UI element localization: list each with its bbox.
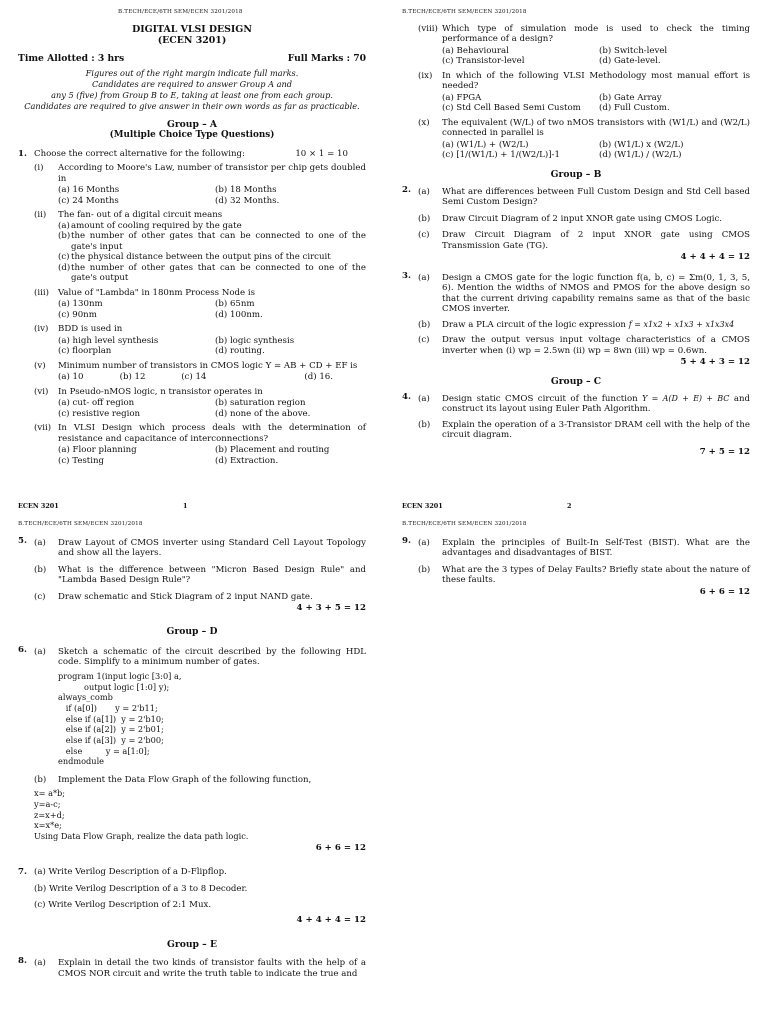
part-text: What are the 3 types of Delay Faults? Briefly state about the nature of these faults. [442, 564, 750, 586]
mcq-option: (c) floorplan [58, 346, 112, 357]
part-text: Design a CMOS gate for the logic function f(a, b, c) = Σm(0, 1, 3, 5, 6). Mention the widths of NMOS and PMOS for the above design so that the current driving capability remains same as that of the basic CMOS inverter. [442, 272, 750, 315]
question-1 [18, 149, 366, 159]
group-c-heading: Group – C [550, 375, 602, 387]
mcq-option [58, 231, 366, 252]
option-label: (a) [58, 220, 70, 231]
mcq-option: (a) Behavioural [442, 45, 509, 56]
code-line: output logic [1:0] y); [58, 681, 170, 692]
mcq-option: (c) 90nm [58, 309, 97, 320]
mcq-item [34, 387, 366, 419]
part-text: Draw Circuit Diagram of 2 input XNOR gate using CMOS Transmission Gate (TG). [442, 230, 750, 251]
instruction-3: Candidates are required to give answer in their own words as far as practicable. [24, 100, 360, 111]
mcq-question: In Pseudo-nMOS logic, n transistor operates in [58, 386, 263, 397]
mcq-option [58, 252, 366, 262]
mcq-option: (a) Floor planning [58, 445, 137, 456]
group-e-heading: Group – E [167, 939, 217, 950]
mcq-option: (a) 10 [58, 372, 84, 383]
footer-code: ECEN 3201 [18, 502, 59, 511]
mcq-option: (a) 130nm [58, 299, 103, 310]
mcq-number: (viii) [418, 23, 438, 34]
option-label: (b) [58, 231, 71, 242]
page-4 [384, 512, 768, 1024]
mcq-question: In VLSI Design which process deals with the determination of resistance and capacitance of interconnections? [58, 423, 366, 444]
paper-code: B.TECH/ECE/6TH SEM/ECEN 3201/2018 [402, 9, 527, 15]
mcq-option: (a) (W1/L) + (W2/L) [442, 139, 529, 150]
page-footer [402, 503, 750, 511]
mcq-option: (a) high level synthesis [58, 335, 159, 346]
question-parts [418, 271, 750, 356]
mcq-number: (ii) [34, 210, 47, 221]
mcq-body [442, 118, 750, 161]
mcq-option: (b) saturation region [215, 398, 306, 409]
mcq-question: The fan- out of a digital circuit means [58, 210, 223, 221]
mcq-question: According to Moore's Law, number of transistor per chip gets doubled in [58, 163, 366, 184]
option-label: (c) [58, 252, 70, 263]
group-d-heading: Group – D [166, 625, 218, 637]
question-number: 7. [18, 867, 27, 878]
mcq-body [58, 210, 366, 283]
question-part [418, 335, 750, 356]
question-marks: 4 + 4 + 4 = 12 [680, 252, 750, 263]
part-text: What are differences between Full Custom Design and Std Cell based Semi Custom Design? [442, 186, 750, 208]
mcq-option: (d) Full Custom. [599, 103, 670, 114]
footer-code: ECEN 3201 [402, 502, 443, 511]
part-label: (b) [418, 564, 431, 575]
mcq-item [418, 118, 750, 161]
mcq-item [34, 210, 366, 283]
mcq-options [58, 372, 366, 382]
instruction-2b: any 5 (five) from Group B to E, taking at least one from each group. [51, 89, 333, 100]
question-parts [34, 867, 366, 910]
paper-code: B.TECH/ECE/6TH SEM/ECEN 3201/2018 [402, 521, 527, 527]
mcq-option: (c) Transistor-level [442, 56, 525, 67]
question-parts [418, 185, 750, 251]
instruction-2a: Candidates are required to answer Group A and [91, 78, 293, 89]
question-6 [18, 645, 366, 842]
question-part: (b) Implement the Data Flow Graph of the following function, x= a*b; y=a-c; z=x+d; x=x*e; Using Data Flow Graph, realize the data path logic. [34, 775, 366, 842]
function-line: y=a-c; [34, 798, 61, 809]
question-number: 4. [402, 391, 411, 402]
mcq-item [418, 24, 750, 67]
part-label: (c) [418, 230, 430, 241]
mcq-body [442, 24, 750, 67]
mcq-body [58, 324, 366, 356]
mcq-item [34, 423, 366, 466]
code-line: else if (a[1]) y = 2'b10; [58, 713, 164, 724]
code-line: program 1(input logic [3:0] a, [58, 670, 182, 681]
part-label: (a) [418, 186, 430, 197]
paper-title: DIGITAL VLSI DESIGN [132, 23, 252, 35]
mcq-option: (a) cut- off region [58, 398, 135, 409]
mcq-body [58, 387, 366, 419]
question-part: (b) Write Verilog Description of a 3 to 8 Decoder. [34, 883, 248, 894]
mcq-option: (c) 24 Months [58, 195, 119, 206]
paper-code: B.TECH/ECE/6TH SEM/ECEN 3201/2018 [118, 9, 243, 15]
mcq-option: (d) Gate-level. [599, 56, 661, 67]
mcq-option: (d) 16. [304, 372, 333, 383]
logic-expression: f = x1x2 + x1x3 + x1x3x4 [628, 319, 735, 329]
page-3 [0, 512, 384, 1024]
question-parts [34, 536, 366, 602]
full-marks: Full Marks : 70 [287, 52, 366, 64]
mcq-option: (c) [1/(W1/L) + 1/(W2/L)]-1 [442, 150, 560, 161]
part-label: (c) [418, 335, 430, 346]
part-text: Explain in detail the two kinds of transistor faults with the help of a CMOS NOR circuit and write the truth table to indicate the true and [58, 958, 366, 979]
group-a-heading: Group – A [166, 118, 218, 130]
question-5 [18, 536, 366, 602]
part-text: Implement the Data Flow Graph of the following function, [58, 774, 312, 785]
part-text: Sketch a schematic of the circuit described by the following HDL code. Simplify to a minimum number of gates. [58, 646, 366, 668]
question-marks: 7 + 5 = 12 [699, 446, 750, 457]
mcq-item [34, 324, 366, 356]
part-text: Design static CMOS circuit of the function [442, 393, 638, 404]
mcq-body [58, 361, 366, 383]
question-part [34, 592, 366, 602]
part-text: Explain the operation of a 3-Transistor DRAM cell with the help of the circuit diagram. [442, 419, 750, 441]
mcq-option [243, 372, 305, 382]
mcq-option [58, 221, 366, 231]
mcq-option: (d) 32 Months. [215, 195, 280, 206]
mcq-question: Value of "Lambda" in 180nm Process Node is [58, 287, 255, 298]
part-label: (a) [418, 393, 430, 404]
mcq-options [58, 221, 366, 284]
part-text: Draw Layout of CMOS inverter using Standard Cell Layout Topology and show all the layers. [58, 537, 366, 559]
question-marks: 4 + 3 + 5 = 12 [296, 603, 366, 614]
function-lines [34, 788, 366, 841]
mcq-options [58, 299, 366, 320]
mcq-options [58, 445, 366, 466]
option-text: amount of cooling required by the gate [71, 220, 242, 231]
mcq-number: (ix) [418, 70, 433, 81]
function-expression: Y = A(D + E) + BC [642, 393, 730, 403]
question-number: 2. [402, 184, 411, 195]
mcq-question: The equivalent (W/L) of two nMOS transistors with (W1/L) and (W2/L) connected in parallel is [442, 117, 750, 139]
mcq-option: (b) Placement and routing [215, 445, 330, 456]
question-3 [402, 271, 750, 356]
part-text: What is the difference between "Micron Based Design Rule" and "Lambda Based Design Rule"? [58, 564, 366, 586]
hdl-code [58, 671, 366, 767]
paper-code: B.TECH/ECE/6TH SEM/ECEN 3201/2018 [18, 521, 143, 527]
mcq-options [58, 185, 366, 206]
function-line: x=x*e; [34, 820, 62, 831]
mcq-body [58, 423, 366, 466]
option-text: the number of other gates that can be connected to one of the gate's output [71, 262, 366, 284]
mcq-option: (c) Testing [58, 455, 105, 466]
page-number: 1 [183, 502, 188, 511]
page-footer [18, 503, 366, 511]
part-text: Draw Circuit Diagram of 2 input XNOR gate using CMOS Logic. [442, 213, 723, 224]
mcq-body [58, 163, 366, 206]
mcq-number: (i) [34, 163, 44, 174]
question-marks: 6 + 6 = 12 [315, 842, 366, 853]
mcq-option: (b) 12 [119, 372, 146, 383]
question-part: (a) Sketch a schematic of the circuit described by the following HDL code. Simplify to a minimum number of gates. program 1(input logic [3:0] a, output logic [1:0] y); always_comb if (a[0]) y = 2'b11; else if (a[1]) y = 2'b10; else if (a[2]) y = 2'b01; else if (a[3]) y = 2'b00; else y = a[1:0]; endmodule [34, 646, 366, 767]
mcq-item [34, 163, 366, 206]
group-b-heading: Group – B [550, 168, 602, 180]
question-part [418, 565, 750, 586]
time-marks-row [18, 53, 366, 64]
code-line: else y = a[1:0]; [58, 745, 150, 756]
mcq-option: (a) 16 Months [58, 185, 120, 196]
part-text: Draw the output versus input voltage characteristics of a CMOS inverter when (i) wp = 2.5wn (ii) wp = 8wn (iii) wp = 0.6wn. [442, 335, 750, 356]
question-marks: 6 + 6 = 12 [699, 586, 750, 597]
question-part [418, 187, 750, 208]
mcq-option: (b) 18 Months [215, 185, 277, 196]
mcq-option: (b) logic synthesis [215, 335, 295, 346]
question-marks: 4 + 4 + 4 = 12 [296, 914, 366, 925]
page-2 [384, 0, 768, 512]
mcq-number: (iv) [34, 324, 49, 335]
mcq-option: (b) Switch-level [599, 45, 668, 56]
mcq-list [18, 163, 366, 466]
question-number: 3. [402, 270, 411, 281]
question-number: 9. [402, 535, 411, 546]
mcq-options [58, 398, 366, 419]
paper-subject-code: (ECEN 3201) [157, 35, 227, 47]
part-label: (b) [418, 213, 431, 224]
part-label: (a) [418, 537, 430, 548]
mcq-question: Minimum number of transistors in CMOS logic Y = AB + CD + EF is [58, 360, 358, 371]
question-parts [418, 536, 750, 586]
mcq-body [58, 288, 366, 320]
question-number: 5. [18, 535, 27, 546]
page-number: 2 [567, 502, 572, 511]
mcq-option: (c) 14 [181, 372, 207, 383]
option-text: the physical distance between the output pins of the circuit [71, 252, 331, 263]
question-part [418, 273, 750, 315]
function-line: x= a*b; [34, 788, 66, 799]
question-2 [402, 185, 750, 251]
part-label: (a) [34, 537, 46, 548]
mcq-item [34, 361, 366, 383]
mcq-option: (b) (W1/L) x (W2/L) [599, 139, 684, 150]
group-a-subheading: (Multiple Choice Type Questions) [109, 130, 275, 141]
mcq-option: (c) resistive region [58, 408, 141, 419]
mcq-list [402, 24, 750, 161]
function-line: Using Data Flow Graph, realize the data path logic. [34, 830, 249, 841]
question-part [418, 538, 750, 559]
question-part [418, 214, 750, 224]
mcq-option: (d) none of the above. [215, 408, 311, 419]
question-part [418, 420, 750, 441]
time-allotted: Time Allotted : 3 hrs [18, 52, 125, 64]
mcq-option: (a) FPGA [442, 92, 482, 103]
question-4 [402, 392, 750, 441]
question-part [418, 320, 750, 330]
question-number: 8. [18, 956, 27, 967]
mcq-options [442, 140, 750, 161]
mcq-number: (vi) [34, 386, 49, 397]
instruction-1: Figures out of the right margin indicate full marks. [85, 67, 299, 78]
question-part [34, 538, 366, 559]
part-text: Draw a PLA circuit of the logic expression [442, 319, 626, 330]
part-text: Explain the principles of Built-In Self-Test (BIST). What are the advantages and disadvantages of BIST. [442, 537, 750, 559]
mcq-options [58, 336, 366, 357]
question-marks: 10 × 1 = 10 [295, 148, 348, 159]
part-label: (c) [34, 591, 46, 602]
page-1 [0, 0, 384, 512]
question-number: 6. [18, 644, 27, 655]
part-label: (b) [418, 419, 431, 430]
code-line: if (a[0]) y = 2'b11; [58, 702, 158, 713]
question-marks: 5 + 4 + 3 = 12 [680, 357, 750, 368]
mcq-options [442, 46, 750, 67]
mcq-number: (iii) [34, 287, 49, 298]
question-part: (a) Write Verilog Description of a D-Flipflop. [34, 867, 227, 878]
mcq-question: In which of the following VLSI Methodology most manual effort is needed? [442, 70, 750, 92]
mcq-question: BDD is used in [58, 324, 123, 335]
question-part [34, 565, 366, 586]
question-7 [18, 867, 366, 910]
mcq-option: (b) 65nm [215, 299, 255, 310]
question-8 [18, 956, 366, 979]
mcq-option [58, 263, 366, 284]
mcq-option: (d) 100nm. [215, 309, 263, 320]
part-text-cont: and construct its layout using Euler Path Algorithm. [442, 393, 750, 415]
question-text: Choose the correct alternative for the following: [34, 148, 245, 159]
option-text: the number of other gates that can be connected to one of the gate's input [71, 231, 366, 252]
question-number: 1. [18, 148, 27, 159]
mcq-number: (v) [34, 360, 46, 371]
option-label: (d) [58, 262, 71, 273]
part-label: (a) [418, 272, 430, 283]
mcq-body [442, 71, 750, 114]
mcq-item [34, 288, 366, 320]
part-label: (b) [34, 564, 47, 575]
question-part [418, 394, 750, 415]
question-part: (a) Explain in detail the two kinds of transistor faults with the help of a CMOS NOR circuit and write the truth table to indicate the true and [34, 958, 366, 979]
code-line: else if (a[3]) y = 2'b00; [58, 734, 164, 745]
mcq-option: (c) Std Cell Based Semi Custom [442, 103, 581, 114]
mcq-number: (x) [418, 117, 430, 128]
question-part: (c) Write Verilog Description of 2:1 Mux. [34, 900, 212, 911]
mcq-option: (d) Extraction. [215, 455, 279, 466]
mcq-option: (d) (W1/L) / (W2/L) [599, 150, 682, 161]
mcq-option: (d) routing. [215, 346, 265, 357]
question-parts [418, 392, 750, 441]
question-9 [402, 536, 750, 586]
mcq-question: Which type of simulation mode is used to check the timing performance of a design? [442, 23, 750, 45]
part-label: (b) [418, 319, 431, 330]
part-text: Draw schematic and Stick Diagram of 2 input NAND gate. [58, 591, 313, 602]
code-line: else if (a[2]) y = 2'b01; [58, 724, 164, 735]
function-line: z=x+d; [34, 809, 65, 820]
mcq-item [418, 71, 750, 114]
mcq-number: (vii) [34, 423, 52, 434]
mcq-options [442, 93, 750, 114]
code-line: always_comb [58, 692, 113, 703]
mcq-option: (b) Gate Array [599, 92, 662, 103]
code-line: endmodule [58, 756, 105, 767]
question-part [418, 230, 750, 251]
